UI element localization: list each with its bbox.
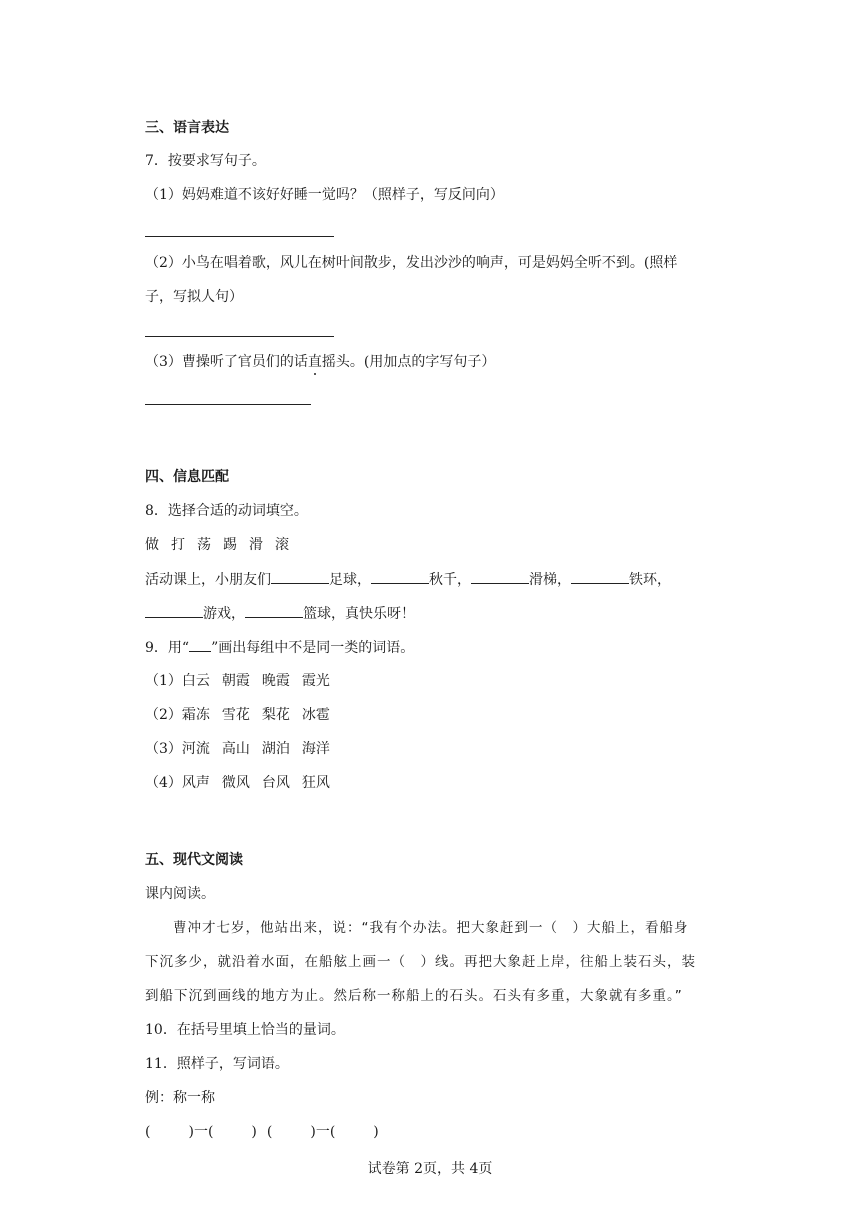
passage-line-3: 到船下沉到画线的地方为止。然后称一称船上的石头。石头有多重，大象就有多重。”: [145, 988, 683, 1004]
paren-close: ): [188, 1124, 194, 1140]
fill-blank[interactable]: [245, 603, 303, 618]
fill-blank[interactable]: [145, 603, 203, 618]
question-8-sentence-line-2: [145, 603, 415, 624]
section-heading-3: 三、语言表达: [145, 120, 229, 136]
group-number: （4）: [145, 775, 182, 791]
word-group-3: [145, 739, 342, 759]
section-heading-4: 四、信息匹配: [145, 469, 229, 485]
word-choice[interactable]: 海洋: [301, 741, 330, 757]
paren-close: ): [310, 1124, 316, 1140]
word-choice[interactable]: 白云: [181, 673, 210, 689]
question-10: 10．在括号里填上恰当的量词。: [145, 1022, 345, 1038]
verb-option: 踢: [223, 537, 237, 553]
question-8-stem: 8．选择合适的动词填空。: [145, 503, 308, 519]
question-7-part-2-line-2: 子，写拟人句）: [145, 289, 243, 305]
fill-blank[interactable]: [471, 569, 529, 584]
word-choice[interactable]: 雪花: [221, 707, 250, 723]
word-group-4: [145, 773, 342, 793]
word-group-2: [145, 705, 342, 725]
answer-line-7-3[interactable]: [145, 404, 311, 405]
section-heading-5: 五、现代文阅读: [145, 852, 243, 868]
sentence-text: 秋千，: [429, 572, 471, 588]
question-8-sentence-line-1: [145, 569, 671, 590]
question-7-stem: 7．按要求写句子。: [145, 153, 266, 169]
question-9-text-b: ”画出每组中不是同一类的词语。: [211, 640, 415, 656]
group-number: （2）: [145, 707, 182, 723]
passage-line-2: 下沉多少，就沿着水面，在船舷上画一（ ）线。再把大象赶上岸，往船上装石头，装: [145, 954, 696, 970]
word-choice[interactable]: 朝霞: [221, 673, 250, 689]
fill-blank[interactable]: [571, 569, 629, 584]
question-11: 11．照样子，写词语。: [145, 1056, 289, 1072]
fill-blank[interactable]: [271, 569, 329, 584]
word-choice[interactable]: 高山: [221, 741, 250, 757]
question-7-part-1: （1）妈妈难道不该好好睡一觉吗？（照样子，写反问向）: [145, 187, 504, 203]
word-choice[interactable]: 微风: [221, 775, 250, 791]
word-choice[interactable]: 河流: [181, 741, 210, 757]
verb-option: 滚: [275, 537, 289, 553]
answer-line-7-2[interactable]: [145, 336, 334, 337]
fill-blank[interactable]: [371, 569, 429, 584]
question-9-stem: [145, 637, 414, 658]
paren-open: (: [329, 1124, 336, 1140]
verb-option: 滑: [249, 537, 263, 553]
question-7-part-3-text-b: 摇头。(用加点的字写句子）: [321, 354, 496, 370]
word-choice[interactable]: 狂风: [301, 775, 330, 791]
verb-option: 荡: [197, 537, 211, 553]
question-7-part-3-text-a: （3）曹操听了官员们的话: [145, 354, 308, 370]
group-number: （1）: [145, 673, 182, 689]
sentence-text: 活动课上，小朋友们: [145, 572, 271, 588]
word-group-1: [145, 671, 342, 691]
word-choice[interactable]: 梨花: [261, 707, 290, 723]
verb-option: 做: [145, 537, 159, 553]
group-number: （3）: [145, 741, 182, 757]
example-label: 例：称一称: [145, 1090, 215, 1106]
page-footer: 试卷第 2页，共 4页: [367, 1161, 493, 1177]
paren-close: ): [373, 1124, 379, 1140]
word-choice[interactable]: 晚霞: [261, 673, 290, 689]
paren-open: (: [266, 1124, 273, 1140]
paren-close: ): [251, 1124, 257, 1140]
word-choice[interactable]: 台风: [261, 775, 290, 791]
question-9-text-a: 9．用“: [145, 640, 190, 656]
verb-option: 打: [171, 537, 185, 553]
sentence-text: 足球，: [329, 572, 371, 588]
verb-options: [145, 535, 301, 555]
word-choice[interactable]: 风声: [181, 775, 210, 791]
question-7-part-2-line-1: （2）小鸟在唱着歌，风儿在树叶间散步，发出沙沙的响声，可是妈妈全听不到。(照样: [145, 255, 678, 271]
dotted-character: 直: [307, 354, 322, 370]
sentence-text: 游戏，: [203, 606, 245, 622]
yi-character: 一: [193, 1124, 208, 1140]
answer-line-7-1[interactable]: [145, 236, 334, 237]
question-7-part-3: [145, 352, 495, 372]
word-choice[interactable]: 湖泊: [261, 741, 290, 757]
answer-parens-row: [145, 1122, 379, 1142]
word-choice[interactable]: 霞光: [301, 673, 330, 689]
word-choice[interactable]: 霜冻: [181, 707, 210, 723]
yi-character: 一: [315, 1124, 330, 1140]
sentence-text: 篮球，真快乐呀！: [303, 606, 415, 622]
paren-open: (: [207, 1124, 214, 1140]
word-choice[interactable]: 冰雹: [301, 707, 330, 723]
sentence-text: 滑梯，: [529, 572, 571, 588]
underline-sample: [189, 637, 211, 652]
passage-line-1: 曹冲才七岁，他站出来，说：“我有个办法。把大象赶到一（ ）大船上，看船身: [173, 920, 689, 936]
reading-intro: 课内阅读。: [145, 886, 215, 902]
sentence-text: 铁环，: [629, 572, 671, 588]
paren-open: (: [145, 1124, 151, 1140]
